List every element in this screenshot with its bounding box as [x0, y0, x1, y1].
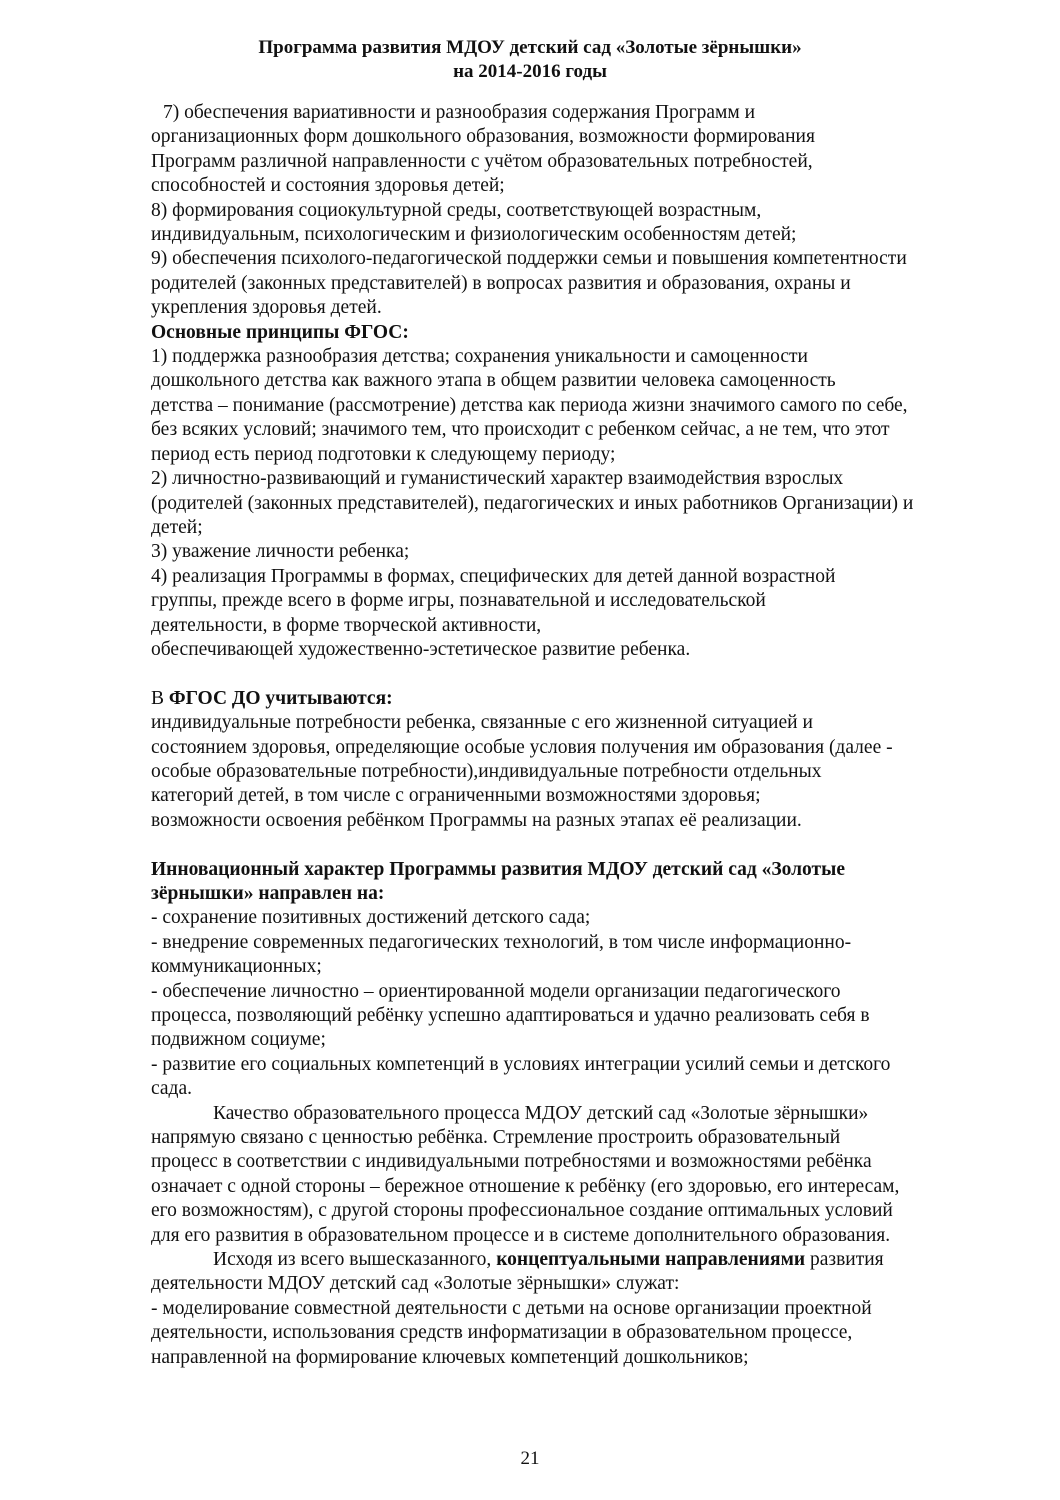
text-line: коммуникационных; [151, 956, 322, 978]
text-line: (родителей (законных представителей), педагогических и иных работников Организации) и [151, 492, 914, 514]
text-segment: Исходя из всего вышесказанного, [213, 1249, 497, 1271]
text-line: его возможностям), с другой стороны профессиональное создание оптимальных условий [151, 1200, 893, 1222]
text-line: сада. [151, 1078, 192, 1100]
list-item: - развитие его социальных компетенций в условиях интеграции усилий семьи и детского [151, 1053, 891, 1075]
text-line: деятельности, в форме творческой активности, [151, 614, 542, 636]
list-item: - моделирование совместной деятельности с детьми на основе организации проектной [151, 1297, 872, 1319]
list-item: - сохранение позитивных достижений детского сада; [151, 907, 591, 929]
heading-prefix: В [151, 687, 169, 709]
text-line: детей; [151, 516, 203, 538]
text-line: для его развития в образовательном процессе и в системе дополнительного образования. [151, 1224, 891, 1246]
text-line: деятельности МДОУ детский сад «Золотые зёрнышки» служат: [151, 1273, 680, 1295]
text-line: возможности освоения ребёнком Программы на разных этапах её реализации. [151, 809, 802, 831]
list-item: - внедрение современных педагогических технологий, в том числе информационно- [151, 931, 852, 953]
paragraph-gap [151, 833, 986, 857]
text-line: 8) формирования социокультурной среды, соответствующей возрастным, [151, 199, 762, 221]
body-text [151, 101, 986, 1370]
text-line: укрепления здоровья детей. [151, 297, 382, 319]
header-years: на 2014-2016 годы [453, 61, 607, 82]
text-line: 2) личностно-развивающий и гуманистический характер взаимодействия взрослых [151, 468, 844, 490]
text-line: деятельности, использования средств информатизации в образовательном процессе, [151, 1322, 853, 1344]
text-line: индивидуальные потребности ребенка, связанные с его жизненной ситуацией и [151, 712, 813, 734]
text-line: родителей (законных представителей) в вопросах развития и образования, охраны и [151, 272, 851, 294]
text-line: детства – понимание (рассмотрение) детства как периода жизни значимого самого по себе, [151, 394, 908, 416]
text-line: Качество образовательного процесса МДОУ детский сад «Золотые зёрнышки» [213, 1102, 869, 1124]
text-line: дошкольного детства как важного этапа в общем развитии человека самоценность [151, 370, 836, 392]
text-line: процесса, позволяющий ребёнку успешно адаптироваться и удачно реализовать себя в [151, 1005, 870, 1026]
text-line: состоянием здоровья, определяющие особые условия получения им образования (далее - [151, 736, 893, 758]
header-title: Программа развития МДОУ детский сад «Золотые зёрнышки» [258, 37, 802, 58]
text-line: без всяких условий; значимого тем, что происходит с ребенком сейчас, а не тем, что этот [151, 419, 890, 441]
text-line: категорий детей, в том числе с ограниченными возможностями здоровья; [151, 785, 761, 807]
text-line: Программ различной направленности с учётом образовательных потребностей, [151, 150, 813, 172]
text-line: группы, прежде всего в форме игры, познавательной и исследовательской [151, 590, 766, 612]
heading-bold: ФГОС ДО учитываются: [168, 687, 393, 709]
text-line: способностей и состояния здоровья детей; [151, 175, 505, 197]
text-line: подвижном социуме; [151, 1029, 326, 1051]
page-number: 21 [520, 1448, 540, 1469]
section-heading: зёрнышки» направлен на: [151, 882, 385, 904]
text-line: обеспечивающей художественно-эстетическое развитие ребенка. [151, 638, 691, 660]
text-line: период есть период подготовки к следующему периоду; [151, 443, 616, 465]
text-line: организационных форм дошкольного образования, возможности формирования [151, 126, 815, 148]
section-heading [151, 687, 986, 711]
list-item: - обеспечение личностно – ориентированной модели организации педагогического [151, 980, 841, 1002]
text-line: 4) реализация Программы в формах, специфических для детей данной возрастной [151, 565, 836, 587]
text-line: особые образовательные потребности),индивидуальные потребности отдельных [151, 760, 822, 782]
text-line [151, 1248, 986, 1272]
text-line: означает с одной стороны – бережное отношение к ребёнку (его здоровью, его интересам, [151, 1175, 900, 1197]
text-line: 1) поддержка разнообразия детства; сохранения уникальности и самоценности [151, 346, 808, 368]
page-header [0, 36, 1060, 84]
text-line: напрямую связано с ценностью ребёнка. Стремление простроить образовательный [151, 1127, 841, 1149]
section-heading: Инновационный характер Программы развития МДОУ детский сад «Золотые [151, 858, 846, 880]
text-segment: развития [805, 1249, 884, 1271]
emphasis-text: концептуальными направлениями [496, 1249, 806, 1271]
paragraph-gap [151, 662, 986, 686]
section-heading: Основные принципы ФГОС: [151, 321, 409, 343]
text-line: 9) обеспечения психолого-педагогической поддержки семьи и повышения компетентности [151, 248, 907, 270]
text-line: 7) обеспечения вариативности и разнообразия содержания Программ и [163, 102, 756, 123]
text-line: направленной на формирование ключевых компетенций дошкольников; [151, 1346, 749, 1368]
text-line: индивидуальным, психологическим и физиологическим особенностям детей; [151, 224, 797, 246]
text-line: 3) уважение личности ребенка; [151, 541, 410, 563]
text-line: процесс в соответствии с индивидуальными потребностями и возможностями ребёнка [151, 1151, 872, 1173]
